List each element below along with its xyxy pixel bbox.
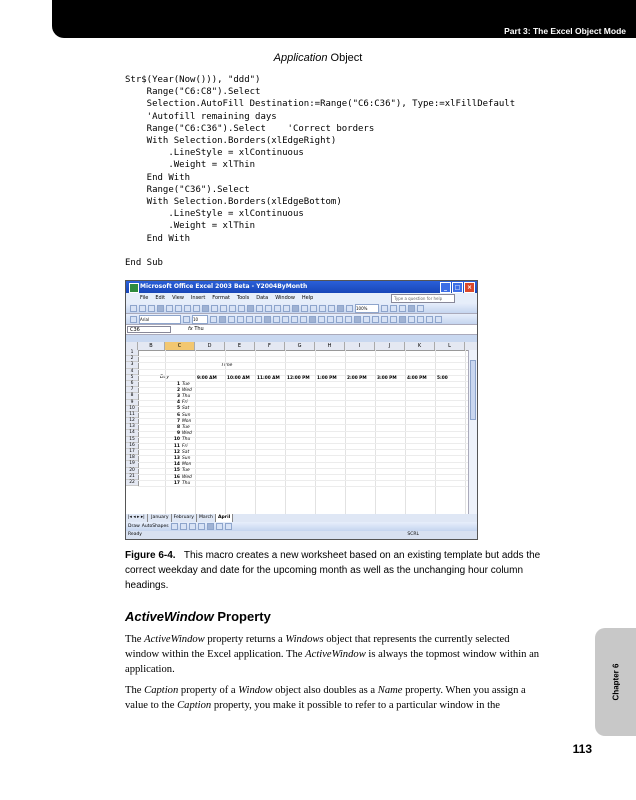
day-number-cell[interactable]: 15	[173, 468, 180, 474]
tb1-button-icon[interactable]	[310, 305, 317, 312]
day-label: Day	[160, 375, 170, 381]
header-bar	[52, 0, 636, 38]
row-header[interactable]: 18	[126, 455, 138, 461]
zoom-select[interactable]: 100%	[355, 304, 379, 313]
menu-view[interactable]: View	[172, 295, 184, 301]
sheet-tab-april[interactable]: April	[216, 514, 233, 522]
tb2-button-icon[interactable]	[300, 316, 307, 323]
grid-line	[138, 362, 468, 363]
row-header[interactable]: 17	[126, 449, 138, 455]
part-title: Part 3: The Excel Object Mode	[504, 26, 626, 36]
day-number-cell[interactable]: 5	[176, 406, 180, 412]
row-header[interactable]: 1	[126, 350, 138, 356]
line-tool-icon[interactable]	[171, 523, 178, 530]
tb2-button-icon[interactable]	[363, 316, 370, 323]
tb1-button-icon[interactable]	[417, 305, 424, 312]
page-number: 113	[572, 742, 592, 756]
minimize-icon[interactable]: _	[440, 282, 451, 293]
tb2-button-icon[interactable]	[255, 316, 262, 323]
column-header-k[interactable]: K	[405, 342, 435, 350]
row-header[interactable]: 11	[126, 412, 138, 418]
arrow-tool-icon[interactable]	[180, 523, 187, 530]
tb2-button-icon[interactable]	[408, 316, 415, 323]
tb2-button-icon[interactable]	[264, 316, 271, 323]
tb1-button-icon[interactable]	[238, 305, 245, 312]
tb2-button-icon[interactable]	[246, 316, 253, 323]
tb1-button-icon[interactable]	[220, 305, 227, 312]
tb1-button-icon[interactable]	[184, 305, 191, 312]
tb2-button-icon[interactable]	[318, 316, 325, 323]
weekday-cell[interactable]: Thu	[182, 437, 191, 443]
day-number-cell[interactable]: 1	[176, 381, 180, 387]
row-header[interactable]: 12	[126, 418, 138, 424]
tb2-button-icon[interactable]	[417, 316, 424, 323]
weekday-cell[interactable]: Sat	[182, 406, 190, 412]
excel-title-bar	[126, 281, 477, 293]
day-number-cell[interactable]: 12	[173, 449, 180, 455]
formula-bar	[126, 325, 477, 335]
draw-button[interactable]: Draw	[128, 524, 140, 529]
row-header[interactable]: 19	[126, 461, 138, 467]
day-number-cell[interactable]: 17	[173, 480, 180, 486]
weekday-cell[interactable]: Wed	[182, 387, 192, 393]
weekday-cell[interactable]: Thu	[182, 480, 191, 486]
weekday-cell[interactable]: Sat	[182, 449, 190, 455]
day-number-cell[interactable]: 8	[176, 425, 180, 430]
day-number-cell[interactable]: 3	[176, 394, 180, 399]
row-header[interactable]: 16	[126, 443, 138, 449]
hour-heading[interactable]: 4:00 PM	[407, 375, 427, 381]
menu-insert[interactable]: Insert	[190, 295, 206, 301]
hour-heading[interactable]: 2:00 PM	[347, 375, 367, 381]
excel-window-title: Microsoft Office Excel 2003 Beta - Y2004ByMonth	[140, 283, 308, 290]
tb2-button-icon[interactable]	[237, 316, 244, 323]
day-number-cell[interactable]: 6	[176, 412, 180, 418]
row-header[interactable]: 14	[126, 430, 138, 436]
day-number-cell[interactable]: 16	[173, 474, 180, 480]
sheet-tab-march[interactable]: March	[197, 514, 216, 522]
column-header-l[interactable]: L	[435, 342, 465, 350]
running-head-rest: Object	[330, 52, 363, 64]
font-color-icon[interactable]	[225, 523, 232, 530]
weekday-cell[interactable]: Wed	[182, 431, 192, 437]
standard-toolbar	[126, 303, 477, 314]
tb1-button-icon[interactable]	[337, 305, 344, 312]
time-label: Time	[221, 362, 233, 368]
status-scroll-lock: SCRL	[407, 532, 419, 537]
hour-heading[interactable]: 10:00 AM	[227, 375, 250, 381]
day-number-cell[interactable]: 7	[176, 418, 180, 424]
tb1-button-icon[interactable]	[328, 305, 335, 312]
weekday-cell[interactable]: Tue	[182, 381, 190, 387]
row-header[interactable]: 6	[126, 381, 138, 387]
body-paragraph-1: The ActiveWindow property returns a Windows object that represents the currently selected window within the Excel application. The ActiveWindow is always the topmost window within an application.	[125, 634, 540, 675]
maximize-icon[interactable]: □	[452, 282, 463, 293]
tb1-button-icon[interactable]	[157, 305, 164, 312]
excel-menu-bar	[126, 293, 477, 303]
tb2-button-icon[interactable]	[354, 316, 361, 323]
tb2-button-icon[interactable]	[390, 316, 397, 323]
weekday-cell[interactable]: Fri	[182, 443, 188, 449]
worksheet-grid[interactable]	[126, 342, 477, 514]
chapter-tab-label: Chapter 6	[611, 663, 620, 701]
hour-heading[interactable]: 1:00 PM	[317, 375, 337, 381]
row-header[interactable]: 8	[126, 393, 138, 399]
column-header-e[interactable]: E	[225, 342, 255, 350]
hour-heading[interactable]: 12:00 PM	[287, 375, 310, 381]
section-heading-italic: ActiveWindow	[125, 609, 214, 624]
column-header-c[interactable]: C	[165, 342, 195, 350]
tb1-button-icon[interactable]	[139, 305, 146, 312]
weekday-cell[interactable]: Wed	[182, 474, 192, 480]
row-header[interactable]: 20	[126, 468, 138, 474]
tb1-button-icon[interactable]	[130, 305, 137, 312]
font-size-select[interactable]: 10	[192, 315, 208, 324]
tb1-button-icon[interactable]	[319, 305, 326, 312]
day-number-cell[interactable]: 11	[173, 443, 180, 449]
tb1-button-icon[interactable]	[175, 305, 182, 312]
row-header[interactable]: 13	[126, 424, 138, 430]
row-header[interactable]: 22	[126, 480, 138, 486]
row-header[interactable]: 9	[126, 400, 138, 406]
row-header[interactable]: 7	[126, 387, 138, 393]
rectangle-tool-icon[interactable]	[189, 523, 196, 530]
chapter-tab	[595, 628, 636, 736]
menu-window[interactable]: Window	[275, 295, 295, 301]
hour-heading[interactable]: 9:00 AM	[197, 375, 217, 381]
tb1-button-icon[interactable]	[301, 305, 308, 312]
tb1-button-icon[interactable]	[148, 305, 155, 312]
tb2-button-icon[interactable]	[372, 316, 379, 323]
running-head	[0, 52, 636, 64]
autoshapes-button[interactable]: AutoShapes	[141, 524, 169, 529]
drawing-toolbar	[126, 522, 478, 531]
weekday-cell[interactable]: Thu	[182, 394, 191, 399]
column-header-i[interactable]: I	[345, 342, 375, 350]
column-header-d[interactable]: D	[195, 342, 225, 350]
row-header[interactable]: 21	[126, 474, 138, 480]
tb2-button-icon[interactable]	[426, 316, 433, 323]
textbox-tool-icon[interactable]	[207, 523, 214, 530]
row-header[interactable]: 3	[126, 362, 138, 368]
section-heading	[125, 609, 271, 624]
body-paragraph-2: The Caption property of a Window object also doubles as a Name property. When you assign a value to the Caption property, you make it possible to refer to a particular window in the	[125, 685, 526, 711]
fill-color-icon[interactable]	[216, 523, 223, 530]
weekday-cell[interactable]: Mon	[182, 418, 192, 424]
hour-heading[interactable]: 3:00 PM	[377, 375, 397, 381]
tb2-button-icon[interactable]	[345, 316, 352, 323]
tb2-button-icon[interactable]	[336, 316, 343, 323]
weekday-cell[interactable]: Tue	[182, 468, 190, 474]
formatting-toolbar	[126, 314, 477, 325]
tb1-button-icon[interactable]	[193, 305, 200, 312]
tb2-button-icon[interactable]	[291, 316, 298, 323]
tb2-button-icon[interactable]	[435, 316, 442, 323]
close-icon[interactable]: ×	[464, 282, 475, 293]
excel-screenshot	[125, 280, 478, 540]
menu-data[interactable]: Data	[256, 295, 269, 301]
tb1-button-icon[interactable]	[202, 305, 209, 312]
tb2-button-icon[interactable]	[210, 316, 217, 323]
column-header-g[interactable]: G	[285, 342, 315, 350]
scroll-thumb[interactable]	[470, 360, 476, 420]
tb1-button-icon[interactable]	[399, 305, 406, 312]
formula-value[interactable]: fx Thu	[188, 326, 204, 332]
day-number-cell[interactable]: 13	[173, 456, 180, 461]
tb1-button-icon[interactable]	[283, 305, 290, 312]
sheet-tab-february[interactable]: February	[172, 514, 197, 522]
day-number-cell[interactable]: 14	[173, 462, 180, 468]
grid-line	[138, 356, 468, 357]
status-bar	[126, 531, 478, 539]
weekday-cell[interactable]: Sun	[182, 412, 191, 418]
day-number-cell[interactable]: 10	[173, 437, 180, 443]
menu-help[interactable]: Help	[301, 295, 314, 301]
menu-tools[interactable]: Tools	[236, 295, 250, 301]
code-listing: Str$(Year(Now())), "ddd") Range("C6:C8").Select Selection.AutoFill Destination:=Range("C6:C36"), Type:=xlFillDefault 'Autofill remaining days Range("C6:C36").Select 'Correct borders With Selection.Borders(xlEdgeRight) .LineStyle = xlContinuous .Weight = xlThin End With Range("C36").Select With Selection.Borders(xlEdgeBottom) .LineStyle = xlContinuous .Weight = xlThin End With End Sub	[125, 75, 516, 269]
row-header[interactable]: 2	[126, 356, 138, 362]
section-heading-rest: Property	[217, 609, 271, 624]
day-number-cell[interactable]: 4	[176, 400, 180, 406]
figure-caption	[125, 548, 545, 593]
tb2-button-icon[interactable]	[130, 316, 137, 323]
weekday-cell[interactable]: Fri	[182, 400, 188, 406]
sheet-tab-january[interactable]: January	[149, 514, 171, 522]
tb2-button-icon[interactable]	[219, 316, 226, 323]
tb2-button-icon[interactable]	[399, 316, 406, 323]
row-header[interactable]: 5	[126, 375, 138, 381]
tab-nav-arrows[interactable]: |◂ ◂ ▸ ▸|	[126, 514, 148, 522]
vertical-scrollbar[interactable]	[468, 350, 477, 514]
tb2-button-icon[interactable]	[273, 316, 280, 323]
column-headers	[126, 342, 477, 351]
tb2-button-icon[interactable]	[183, 316, 190, 323]
weekday-cell[interactable]: Tue	[182, 425, 190, 430]
tb1-button-icon[interactable]	[408, 305, 415, 312]
running-head-italic: Application	[273, 52, 328, 64]
column-header-h[interactable]: H	[315, 342, 345, 350]
row-header[interactable]: 10	[126, 406, 138, 412]
tb2-button-icon[interactable]	[282, 316, 289, 323]
day-number-cell[interactable]: 9	[176, 431, 180, 437]
tb1-button-icon[interactable]	[346, 305, 353, 312]
tb1-button-icon[interactable]	[211, 305, 218, 312]
name-box[interactable]: C36	[127, 326, 171, 333]
row-header[interactable]: 4	[126, 369, 138, 375]
row-header[interactable]: 15	[126, 437, 138, 443]
status-text: Ready	[128, 532, 142, 537]
column-header-j[interactable]: J	[375, 342, 405, 350]
tb1-button-icon[interactable]	[247, 305, 254, 312]
tb2-button-icon[interactable]	[327, 316, 334, 323]
select-all-corner[interactable]	[126, 342, 138, 350]
grid-line	[138, 369, 468, 370]
hour-heading[interactable]: 11:00 AM	[257, 375, 280, 381]
figure-text: This macro creates a new worksheet based on an existing template but adds the correct weekday and date for the upcoming month as well as the unchanging hour column headings.	[125, 550, 541, 591]
figure-label: Figure 6-4.	[125, 550, 176, 561]
tb1-button-icon[interactable]	[166, 305, 173, 312]
sheet-tabs	[126, 514, 477, 522]
menu-file[interactable]: File	[140, 295, 149, 301]
tb2-button-icon[interactable]	[228, 316, 235, 323]
day-number-cell[interactable]: 2	[176, 387, 180, 393]
tb2-button-icon[interactable]	[309, 316, 316, 323]
menu-format[interactable]: Format	[212, 295, 230, 301]
hour-heading[interactable]: 5:00	[437, 375, 448, 381]
oval-tool-icon[interactable]	[198, 523, 205, 530]
weekday-cell[interactable]: Mon	[182, 462, 192, 468]
tb1-button-icon[interactable]	[390, 305, 397, 312]
font-name-select[interactable]: Arial	[139, 315, 181, 324]
grid-line	[138, 486, 468, 487]
weekday-cell[interactable]: Sun	[182, 456, 191, 461]
tb1-button-icon[interactable]	[256, 305, 263, 312]
excel-app-icon	[129, 283, 139, 293]
tb1-button-icon[interactable]	[274, 305, 281, 312]
tb1-button-icon[interactable]	[229, 305, 236, 312]
column-header-b[interactable]: B	[138, 342, 165, 350]
tb2-button-icon[interactable]	[381, 316, 388, 323]
column-header-f[interactable]: F	[255, 342, 285, 350]
tb1-button-icon[interactable]	[292, 305, 299, 312]
menu-edit[interactable]: Edit	[155, 295, 166, 301]
tb1-button-icon[interactable]	[265, 305, 272, 312]
help-search-input[interactable]: Type a question for help	[391, 294, 455, 303]
tb1-button-icon[interactable]	[381, 305, 388, 312]
